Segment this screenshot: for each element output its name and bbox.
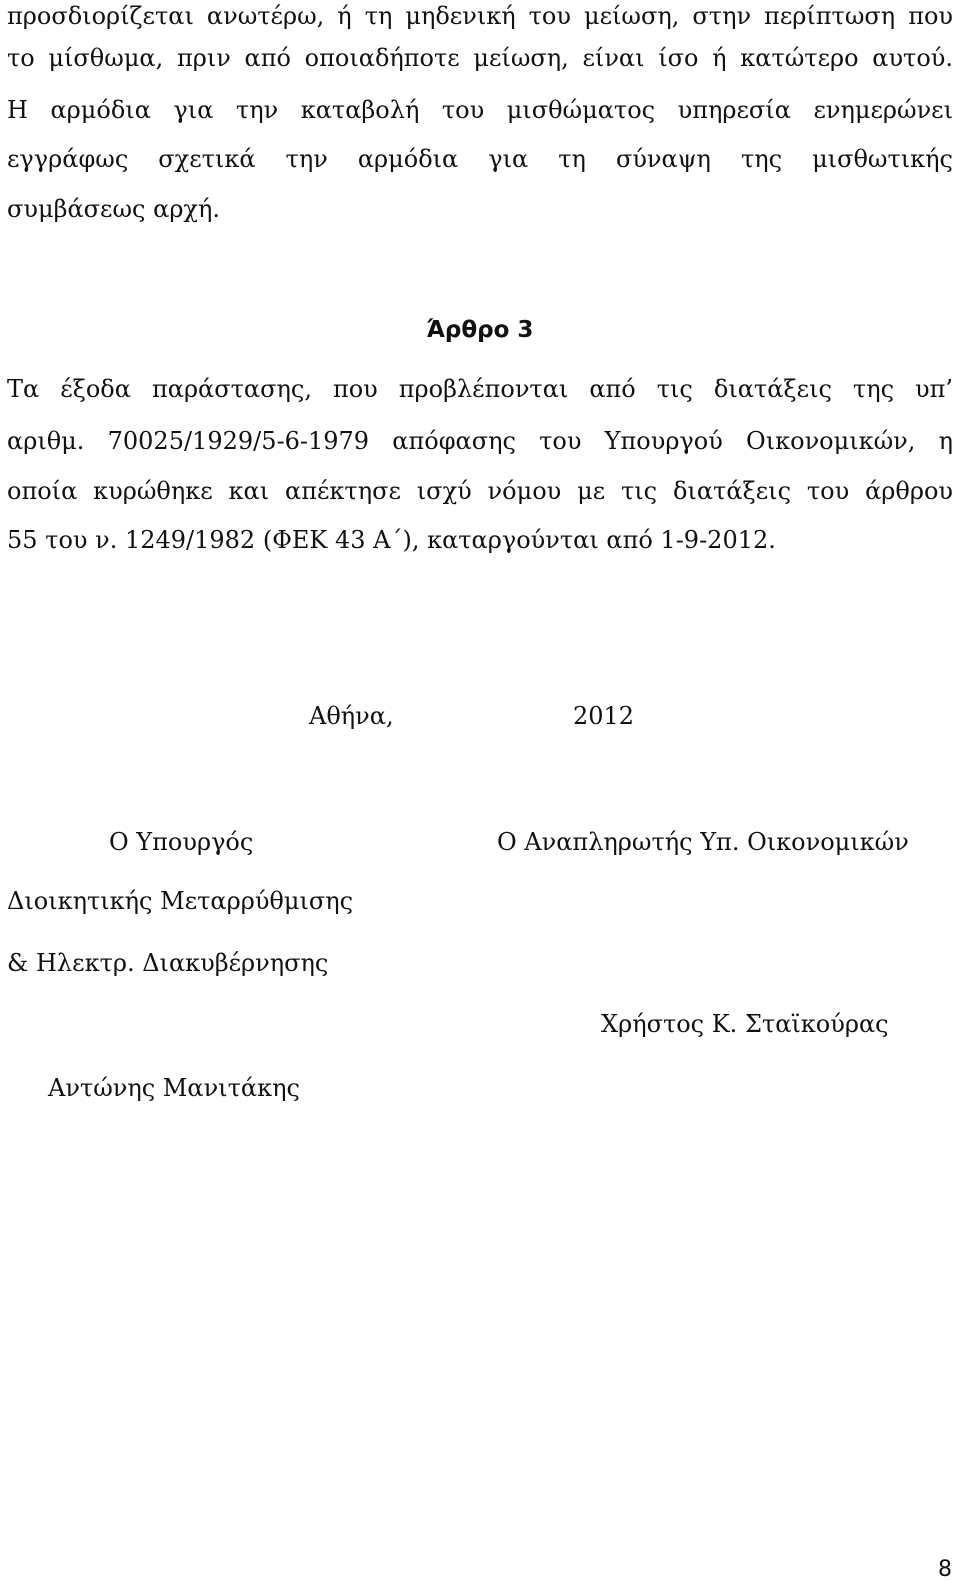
year: 2012 <box>573 702 635 730</box>
signatory-right-title: Ο Αναπληρωτής Υπ. Οικονομικών <box>497 828 909 856</box>
paragraph-1-line: συμβάσεως αρχή. <box>7 195 220 223</box>
paragraph-1-line: Η αρμόδια για την καταβολή του μισθώματος υπηρεσία ενημερώνει <box>7 96 953 124</box>
place: Αθήνα, <box>309 702 394 730</box>
paragraph-1-line: το μίσθωμα, πριν από οποιαδήποτε μείωση, είναι ίσο ή κατώτερο αυτού. <box>7 44 953 72</box>
article-heading: Άρθρο 3 <box>426 317 534 343</box>
signatory-right-name: Χρήστος Κ. Σταϊκούρας <box>601 1010 889 1038</box>
signatory-left-title: Διοικητικής Μεταρρύθμισης <box>7 887 354 915</box>
signatory-left-name: Αντώνης Μανιτάκης <box>48 1074 300 1102</box>
signatory-left-title: & Ηλεκτρ. Διακυβέρνησης <box>7 949 329 977</box>
signatory-left-title: Ο Υπουργός <box>109 828 254 856</box>
paragraph-1-line: προσδιορίζεται ανωτέρω, ή τη μηδενική του μείωση, στην περίπτωση που <box>7 2 953 30</box>
paragraph-2-line: οποία κυρώθηκε και απέκτησε ισχύ νόμου με τις διατάξεις του άρθρου <box>7 477 953 505</box>
paragraph-2-line: αριθμ. 70025/1929/5-6-1979 απόφασης του Υπουργού Οικονομικών, η <box>7 427 953 455</box>
page-number: 8 <box>938 1557 952 1582</box>
paragraph-1-line: εγγράφως σχετικά την αρμόδια για τη σύναψη της μισθωτικής <box>7 145 953 173</box>
paragraph-2-line: Τα έξοδα παράστασης, που προβλέπονται από τις διατάξεις της υπ’ <box>7 375 953 403</box>
paragraph-2-line: 55 του ν. 1249/1982 (ΦΕΚ 43 Α΄), καταργούνται από 1-9-2012. <box>7 526 776 554</box>
